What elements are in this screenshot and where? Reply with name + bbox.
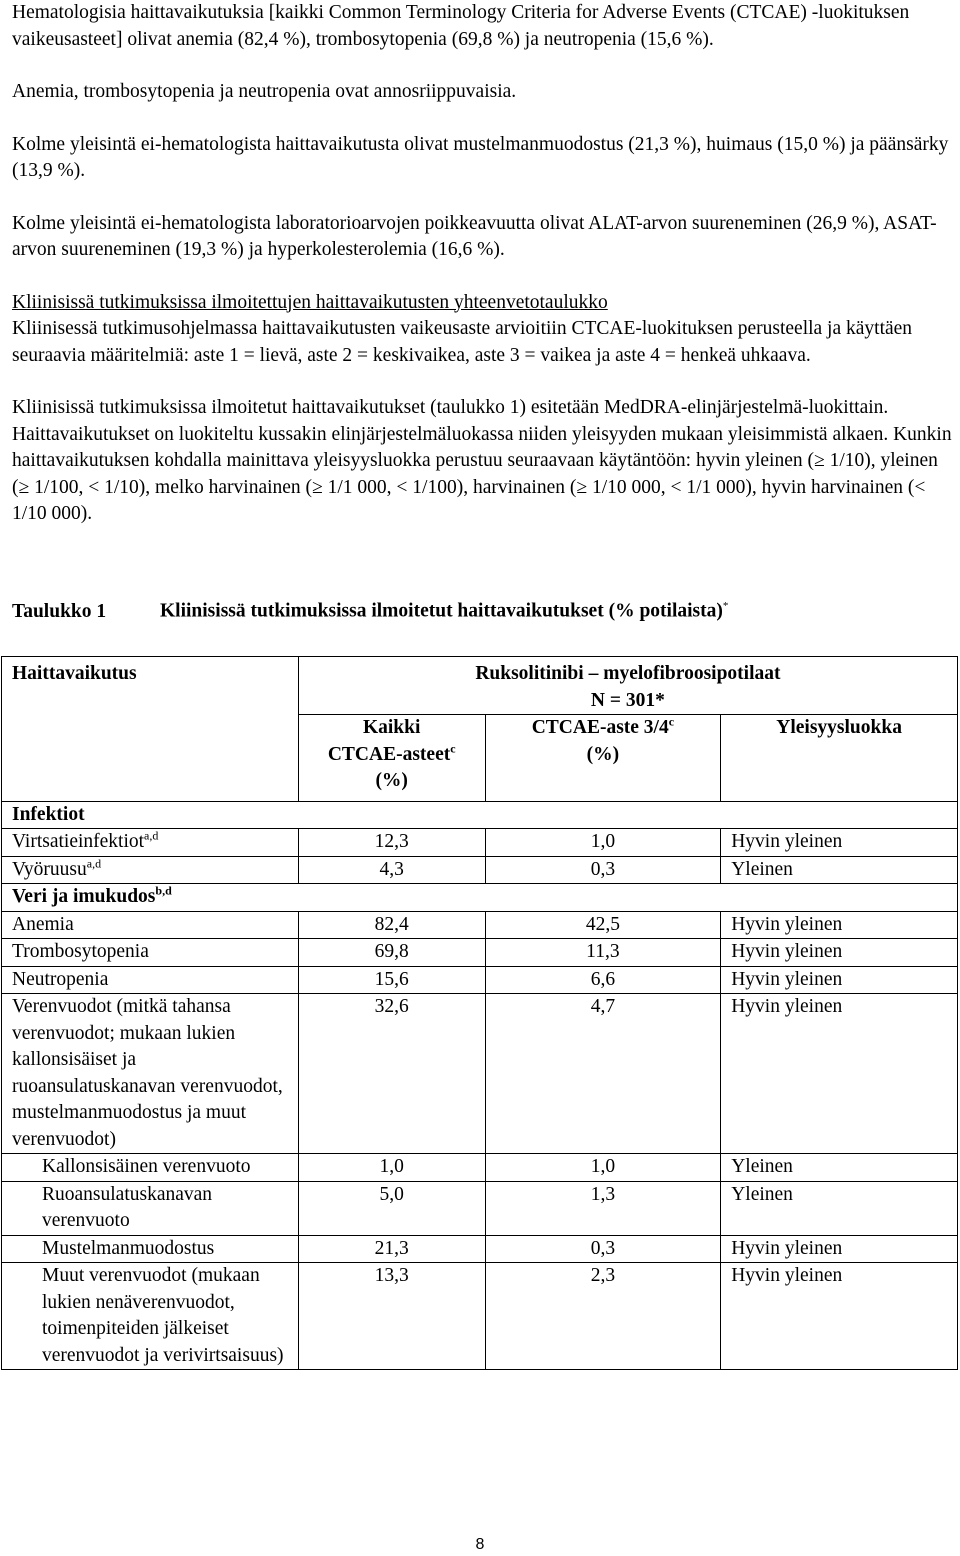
- row-reaction: Vyöruusu$^{a,d}$: [2, 856, 299, 884]
- paragraph-frequency: Kliinisissä tutkimuksissa ilmoitetut haittavaikutukset (taulukko 1) esitetään MedDRA-elinjärjestelmä-luokittain. Haittavaikutukset on luokiteltu kussakin elinjärjestelmäluokassa niiden yleisyyden mukaan yleisimmistä alkaen. Kunkin haittavaikutuksen kohdalla mainittava yleisyysluokka perustuu seuraavaan käytäntöön: hyvin yleinen (≥ 1/10), yleinen (≥ 1/100, < 1/10), melko harvinainen (≥ 1/1 000, < 1/100), harvinainen (≥ 1/10 000, < 1/1 000), hyvin harvinainen (< 1/10 000).: [12, 397, 952, 524]
- table-row: [2, 939, 958, 967]
- table-row: [2, 829, 958, 857]
- header-group-title: Ruksolitinibi – myelofibroosipotilaat: [475, 663, 781, 684]
- row-frequency: Hyvin yleinen: [721, 966, 958, 994]
- row-reaction: Anemia: [2, 911, 299, 939]
- table-row: [2, 1181, 958, 1235]
- section-heading: Kliinisissä tutkimuksissa ilmoitettujen haittavaikutusten yhteenvetotaulukko: [12, 291, 608, 313]
- row-grade-3-4: 2,3: [485, 1263, 721, 1370]
- paragraph-lab-abnormalities: Kolme yleisintä ei-hematologista laboratorioarvojen poikkeavuutta olivat ALAT-arvon suureneminen (26,9 %), ASAT-arvon suureneminen (19,3 %) ja hyperkolesterolemia (16,6 %).: [12, 212, 937, 260]
- document-body: [12, 0, 952, 528]
- table-row: [2, 966, 958, 994]
- table-title: Kliinisissä tutkimuksissa ilmoitetut haittavaikutukset (% potilaista): [160, 600, 723, 622]
- row-frequency: Yleinen: [721, 1181, 958, 1235]
- row-grade-3-4: 1,3: [485, 1181, 721, 1235]
- row-frequency: Hyvin yleinen: [721, 1263, 958, 1370]
- row-grade-3-4: 11,3: [485, 939, 721, 967]
- row-frequency: Hyvin yleinen: [721, 829, 958, 857]
- header-group: [298, 657, 957, 715]
- table-section-row: [2, 801, 958, 829]
- row-reaction: Virtsatieinfektiot$^{a,d}$: [2, 829, 299, 857]
- row-reaction: Neutropenia: [2, 966, 299, 994]
- row-grade-3-4: 0,3: [485, 1235, 721, 1263]
- paragraph-non-hematologic: Kolme yleisintä ei-hematologista haittavaikutusta olivat mustelmanmuodostus (21,3 %), huimaus (15,0 %) ja päänsärky (13,9 %).: [12, 133, 949, 181]
- row-all-grades: 4,3: [298, 856, 485, 884]
- row-reaction: Ruoansulatuskanavan verenvuoto: [2, 1181, 299, 1235]
- header-group-n: N = 301*: [590, 689, 665, 711]
- paragraph-hematologic: Hematologisia haittavaikutuksia [kaikki Common Terminology Criteria for Adverse Events (CTCAE) -luokituksen vaikeusasteet] olivat anemia (82,4 %), trombosytopenia (69,8 %) ja neutropenia (15,6 %).: [12, 2, 910, 50]
- row-grade-3-4: 42,5: [485, 911, 721, 939]
- row-frequency: Hyvin yleinen: [721, 994, 958, 1154]
- table-caption: [12, 600, 728, 623]
- section-title: Veri ja imukudos$^{b,d}$: [2, 884, 958, 912]
- row-frequency: Yleinen: [721, 1154, 958, 1182]
- row-reaction: Verenvuodot (mitkä tahansa verenvuodot; mukaan lukien kallonsisäiset ja ruoansulatuskanavan verenvuodot, mustelmanmuodostus ja muut verenvuodot): [2, 994, 299, 1154]
- paragraph-grading: Kliinisessä tutkimusohjelmassa haittavaikutusten vaikeusaste arvioitiin CTCAE-luokituksen perusteella ja käyttäen seuraavia määritelmiä: aste 1 = lievä, aste 2 = keskivaikea, aste 3 = vaikea ja aste 4 = henkeä uhkaava.: [12, 318, 913, 366]
- row-frequency: Hyvin yleinen: [721, 939, 958, 967]
- table-section-row: [2, 884, 958, 912]
- row-all-grades: 5,0: [298, 1181, 485, 1235]
- row-reaction: Trombosytopenia: [2, 939, 299, 967]
- row-grade-3-4: 1,0: [485, 1154, 721, 1182]
- table-row: [2, 1154, 958, 1182]
- row-all-grades: 12,3: [298, 829, 485, 857]
- table-row: [2, 856, 958, 884]
- row-all-grades: 82,4: [298, 911, 485, 939]
- section-title: Infektiot: [2, 801, 958, 829]
- row-reaction: Muut verenvuodot (mukaan lukien nenäverenvuodot, toimenpiteiden jälkeiset verenvuodot ja verivirtsaisuus): [2, 1263, 299, 1370]
- row-frequency: Hyvin yleinen: [721, 911, 958, 939]
- row-frequency: Hyvin yleinen: [721, 1235, 958, 1263]
- row-all-grades: 21,3: [298, 1235, 485, 1263]
- row-all-grades: 15,6: [298, 966, 485, 994]
- page-number: 8: [475, 1536, 485, 1553]
- paragraph-dose-dependency: Anemia, trombosytopenia ja neutropenia ovat annosriippuvaisia.: [12, 81, 517, 102]
- row-all-grades: 32,6: [298, 994, 485, 1154]
- row-reaction: Kallonsisäinen verenvuoto: [2, 1154, 299, 1182]
- row-grade-3-4: 0,3: [485, 856, 721, 884]
- table-row: [2, 1235, 958, 1263]
- row-grade-3-4: 4,7: [485, 994, 721, 1154]
- table-number: Taulukko 1: [12, 600, 107, 622]
- row-reaction: Mustelmanmuodostus: [2, 1235, 299, 1263]
- table-row: [2, 994, 958, 1154]
- header-all-grades: Kaikki CTCAE-asteet$^c$ (%): [298, 715, 485, 802]
- row-frequency: Yleinen: [721, 856, 958, 884]
- row-all-grades: 1,0: [298, 1154, 485, 1182]
- header-reaction: Haittavaikutus: [2, 657, 299, 802]
- table-title-mark: *: [722, 600, 729, 612]
- adverse-reactions-table: [1, 656, 958, 1370]
- table-row: [2, 911, 958, 939]
- header-grade-3-4: CTCAE-aste 3/4$^c$ (%): [485, 715, 721, 802]
- row-grade-3-4: 1,0: [485, 829, 721, 857]
- table-header-row: [2, 657, 958, 715]
- header-frequency: Yleisyysluokka: [721, 715, 958, 802]
- row-all-grades: 13,3: [298, 1263, 485, 1370]
- table-row: [2, 1263, 958, 1370]
- row-all-grades: 69,8: [298, 939, 485, 967]
- row-grade-3-4: 6,6: [485, 966, 721, 994]
